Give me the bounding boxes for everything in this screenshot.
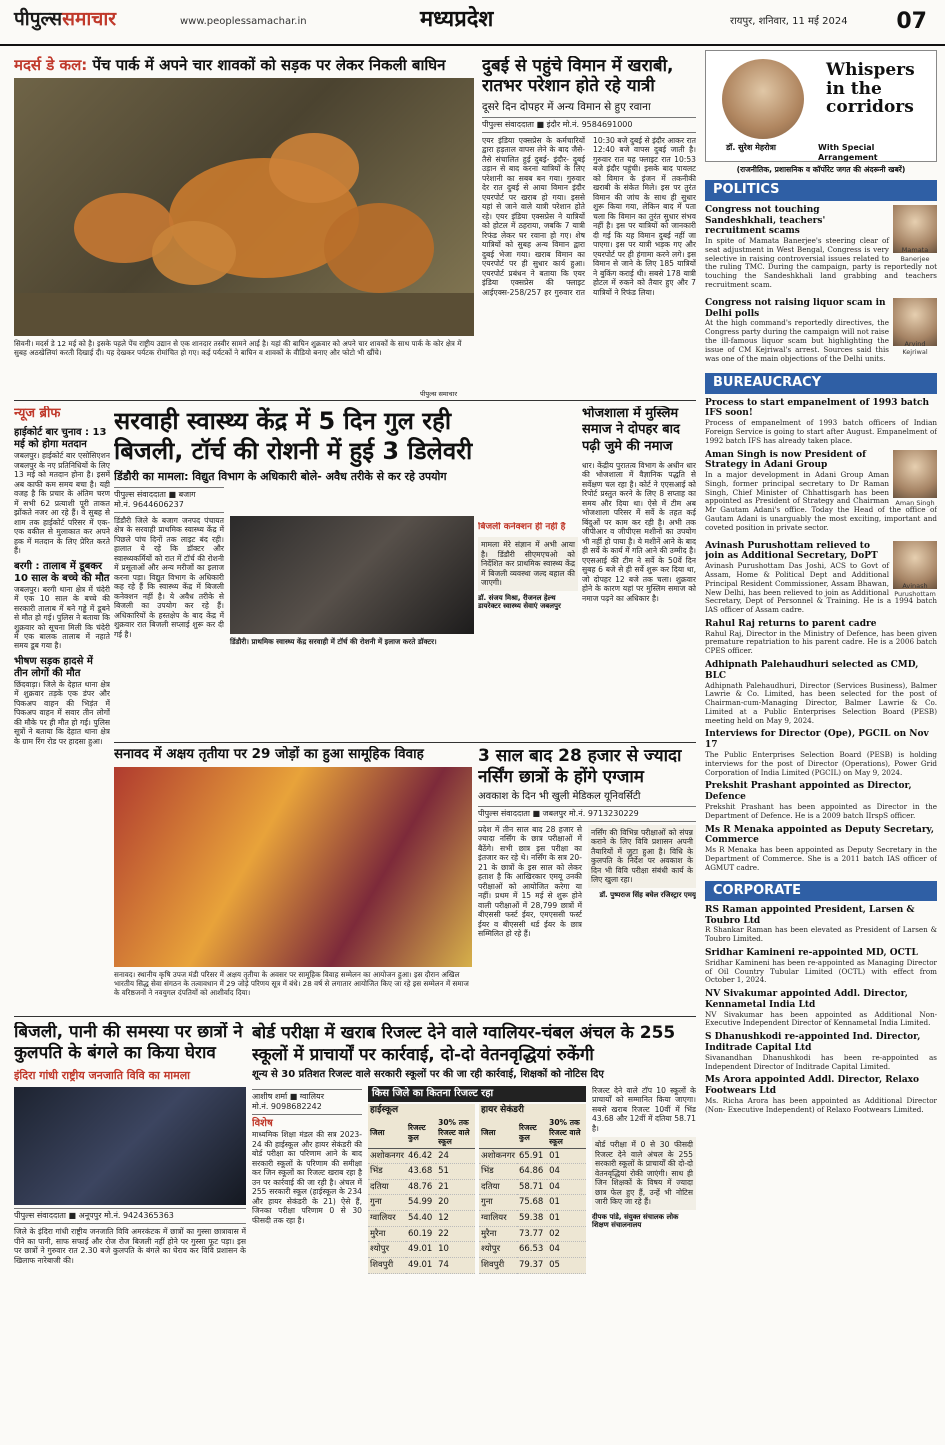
avinash-photo: Avinash Purushottam (893, 541, 937, 589)
site-url[interactable]: www.peoplessamachar.in (180, 16, 307, 27)
board-subhead: शून्य से 30 प्रतिशत रिजल्ट वाले सरकारी स्कूलों पर की जा रही कार्रवाई, शिक्षकों को नोटिस दिए (252, 1069, 604, 1081)
nursing-subhead: अवकाश के दिन भी खुली मेडिकल यूनिवर्सिटी (478, 790, 641, 802)
table-row (368, 1164, 475, 1180)
district-cell: शिवपुरी (368, 1257, 406, 1273)
politics-item (705, 298, 937, 364)
rc-body: In a major development in Adani Group Aman Singh, former principal secretary to Dr Raman Singh, Chief Minister of Chhattisgarh has been appointed as President of Strategy and Chairman Mr Gautam Adani's office. Today the Head of the office of Gautam Adani is unarguably the most exciting, important and coveted position in private sector. (705, 470, 937, 532)
result-cell: 58.71 (517, 1179, 547, 1195)
table-row (479, 1195, 586, 1211)
rc-headline: NV Sivakumar appointed Addl. Director, Kennametal India Ltd (705, 989, 908, 1010)
district-cell: भिंड (368, 1164, 406, 1180)
bhojshala-headline: भोजशाला में मुस्लिम समाज ने दोपहर बाद पढ़ी जुमे की नमाज (582, 406, 680, 454)
low-count-cell: 04 (547, 1242, 586, 1258)
district-cell: श्योपुर (368, 1242, 406, 1258)
nursing-body: प्रदेश में तीन साल बाद 28 हजार से ज्यादा नर्सिंग के छात्र परीक्षाओं में बैठेंगे। सभी छात्र इस परीक्षा का इंतजार कर रहे थे। नर्सिंग के सत्र 20-21 के छात्रों के इस साल को लेकर हताश है कि आखिरकार एमयू उनकी परीक्षाओं को आयोजित करेगा या नहीं। प्रथम में 15 मई से शुरू होने वाली परीक्षाओं में 28,799 छात्रों में बीएससी फर्स्ट ईयर, एमएससी फर्स्ट ईयर व बीएससी थर्ड ईयर के छात्र सम्मिलित हो रहे हैं। (478, 825, 582, 939)
rc-body: Rahul Raj, Director in the Ministry of Defence, has been given premature repatriation to his parent cadre. He is a 2006 batch CPES officer. (705, 628, 937, 656)
table-row (479, 1211, 586, 1227)
district-cell: अशोकनगर (479, 1148, 517, 1164)
tiger-credit: पीपुल्स समाचार (420, 390, 457, 398)
sarwahi-byline: पीपुल्स संवाददाता ■ बजाग मो.नं. 9644606237 (114, 487, 224, 513)
table-row (479, 1257, 586, 1273)
brief-headline: बरगी : तालाब में डूबकर 10 साल के बच्चे की मौत (14, 560, 110, 584)
whispers-column (705, 50, 937, 1440)
result-cell: 79.37 (517, 1257, 547, 1273)
low-count-cell: 51 (436, 1164, 475, 1180)
gherao-byline: पीपुल्स संवाददाता ■ अनूपपुर मो.नं. 9424365363 (14, 1208, 246, 1224)
kejriwal-photo: Arvind Kejriwal (893, 298, 937, 346)
vivah-photo (114, 767, 472, 967)
rc-body: Process of empanelment of 1993 batch officers of Indian Foreign Service is going to start after August. Empanelment of 1992 batch IFS has already taken place. (705, 418, 937, 445)
dubai-byline: पीपुल्स संवाददाता ■ इंदौर मो.नं. 9584691000 (482, 117, 696, 133)
divider (114, 742, 696, 743)
brief-item (14, 427, 110, 555)
bureaucracy-item (705, 660, 937, 726)
low-count-cell: 02 (547, 1226, 586, 1242)
rc-headline: Ms R Menaka appointed as Deputy Secretary, Commerce (705, 824, 935, 846)
board-headline: बोर्ड परीक्षा में खराब रिजल्ट देने वाले ग्वालियर-चंबल अंचल के 255 स्कूलों में प्राचार्यों पर कार्रवाई, दो-दो वेतनवृद्धियां रुकेंगी (252, 1023, 676, 1066)
bhojshala-body: धार। केंद्रीय पुरातत्व विभाग के अधीन धार की भोजशाला में वैज्ञानिक पद्धति से सर्वेक्षण चल रहा है। कोर्ट ने एएसआई को रिपोर्ट प्रस्तुत करने के लिए 8 सप्ताह का समय और दिया था। ऐसे में टीम अब भोजशाला परिसर में सर्वे के तहत कई बिंदुओं पर काम कर रही है। अभी तक जीपीआर व जीपीएस मशीनों का उपयोग भी नहीं हो पाया है। ये मशीनें आने के बाद ही सर्वे के कार्य में गति आने की उम्मीद है। एएसआई की टीम ने सर्वे के 50वें दिन सुबह 6 बजे से ही सर्वे शुरू कर दिया था, जो दोपहर 12 बजे तक चला। शुक्रवार होने के कारण यहां पर मुस्लिम समाज को नमाज पढ़ने का अधिकार है। (582, 460, 696, 603)
tiger-story (14, 56, 474, 390)
bureaucracy-item (705, 450, 937, 533)
rc-body: NV Sivakumar has been appointed as Additional Non-Executive Independent Director of Kennametal India Limited. (705, 1009, 937, 1028)
rc-headline: Congress not touching Sandeshkhali, teachers' recruitment scams (705, 204, 826, 237)
rc-headline: Avinash Purushottam relieved to join as Additional Secretary, DoPT (705, 540, 878, 562)
sarwahi-quote-by: डॉ. संजय मिश्रा, रीजनल हेल्थ डायरेक्टर स्वास्थ्य सेवाएं जबलपुर (478, 593, 561, 611)
table-row (368, 1195, 475, 1211)
sarwahi-body: डिंडौरी जिले के बजाग जनपद पंचायत क्षेत्र के सरवाही प्राथमिक स्वास्थ्य केंद्र में पिछले पांच दिनों तक लाइट बंद रही। हालात ये रहे कि डॉक्टर और स्वास्थ्यकर्मियों को रात में टॉर्च की रोशनी में प्रसूताओं और अन्य मरीजों का इलाज करना पड़ा। विद्युत विभाग के अधिकारी कह रहे हैं कि स्वास्थ्य केंद्र में बिजली कनेक्शन नहीं है। ये अवैध तरीके से बिजली का उपयोग कर रहे हैं। अधिकारियों के हस्तक्षेप के बाद केंद्र में शुक्रवार रात बिजली सप्लाई शुरू कर दी गई है। (114, 515, 224, 639)
rc-body: Sridhar Kamineni has been re-appointed as Managing Director of Oil Country Tubular Limited (OCTL) with effect from October 1, 2024. (705, 957, 937, 985)
rc-headline: Aman Singh is now President of Strategy in Adani Group (705, 449, 866, 471)
columnist-portrait (722, 59, 804, 139)
vivah-caption: सनावद। स्थानीय कृषि उपज मंडी परिसर में अक्षय तृतीया के अवसर पर सामूहिक विवाह सम्मेलन का आयोजन हुआ। इस दौरान अखिल भारतीय सिद्ध सेवा संगठन के तत्वावधान में 29 जोड़े परिणय सूत्र में बंधे। 28 वर्ष से लगातार आयोजित किए जा रहे इस सम्मेलन में समाज के वरिष्ठजनों ने नवयुगल दंपतियों को आशीर्वाद दिया। (114, 969, 469, 997)
whispers-banner (705, 50, 937, 162)
hss-title: हायर सेकंडरी (481, 1105, 524, 1116)
whispers-subtitle: (राजनीतिक, प्रशासनिक व कॉर्पोरेट जगत की अंदरूनी खबरें) (736, 165, 906, 174)
corporate-band: CORPORATE (705, 881, 937, 901)
rc-headline: Rahul Raj returns to parent cadre (705, 618, 877, 629)
divider (14, 1016, 696, 1017)
divider (14, 400, 696, 401)
gherao-story (14, 1022, 246, 1440)
sarwahi-box-head: बिजली कनेक्शन ही नहीं है (478, 522, 566, 532)
table-row (368, 1148, 475, 1164)
rc-body: Sivanandhan Dhanushkodi has been re-appointed as Independent Director of Inditrade Capital Limited. (705, 1052, 937, 1071)
whispers-title: Whispers in the corridors (826, 60, 915, 118)
low-count-cell: 05 (547, 1257, 586, 1273)
brief-headline: हाईकोर्ट बार चुनाव : 13 मई को होगा मतदान (14, 427, 107, 451)
district-cell: मुरैना (479, 1226, 517, 1242)
rc-body: R Shankar Raman has been elevated as President of Larsen & Toubro Limited. (705, 925, 937, 944)
low-count-cell: 21 (436, 1179, 475, 1195)
sarwahi-story (114, 406, 474, 736)
vivah-story (114, 746, 472, 1008)
low-count-cell: 20 (436, 1195, 475, 1211)
table-row (479, 1226, 586, 1242)
rc-body: Prekshit Prashant has been appointed as Director in the Department of Defence. He is a 2009 batch IIrspS officer. (705, 802, 937, 820)
brief-item (14, 561, 110, 651)
col-result: रिजल्ट कुल (406, 1117, 436, 1148)
hs-title: हाईस्कूल (370, 1105, 399, 1116)
hss-table (479, 1104, 586, 1273)
table-title: किस जिले का कितना रिजल्ट रहा (368, 1086, 586, 1103)
low-count-cell: 01 (547, 1148, 586, 1164)
table-row (479, 1148, 586, 1164)
tiger-caption: सिवनी। मदर्स डे 12 मई को है। इसके पहले पेंच राष्ट्रीय उद्यान से एक शानदार तस्वीर सामने आई है। यहां की बाघिन शुक्रवार को अपने चार शावकों के साथ पार्क के कोर क्षेत्र में सुबह अठखेलियां करती दिखाई दी। यह देखकर पर्यटक रोमांचित हो गए। कई पर्यटकों ने बाघिन व शावकों के वीडियो बनाए और फोटो भी खींचे। (14, 339, 462, 357)
col-low: 30% तक रिजल्ट वाले स्कूल (547, 1117, 586, 1148)
vivah-headline: सनावद में अक्षय तृतीया पर 29 जोड़ों का हुआ सामूहिक विवाह (114, 746, 424, 762)
dubai-story (482, 56, 696, 390)
board-body-2: रिजल्ट देने वाले टॉप 10 स्कूलों के प्राचार्यों को सम्मानित किया जाएगा। सबसे खराब रिजल्ट 10वीं में भिंड 43.68 और 12वीं में दतिया 58.71 है। (592, 1085, 696, 1133)
district-cell: भिंड (479, 1164, 517, 1180)
tiger-photo (14, 78, 474, 336)
district-cell: दतिया (368, 1179, 406, 1195)
masthead (0, 0, 945, 46)
arrangement: With Special Arrangement (818, 143, 878, 162)
sarwahi-quote: मामला मेरे संज्ञान में अभी आया है। डिंडौरी सीएमएचओ को निर्देशित कर प्राथमिक स्वास्थ्य केंद्र में बिजली व्यवस्था जल्द बहाल की जाएगी। (478, 537, 578, 590)
result-cell: 54.40 (406, 1211, 436, 1227)
nursing-story (478, 746, 696, 1008)
result-cell: 46.42 (406, 1148, 436, 1164)
district-cell: श्योपुर (479, 1242, 517, 1258)
brief-body: छिंदवाड़ा। जिले के देहात थाना क्षेत्र में शुक्रवार तड़के एक डंपर और पिकअप वाहन की भिड़ंत में पिकअप वाहन में सवार तीन लोगों की मौके पर ही मौत हो गई। पुलिस सूत्रों ने बताया कि देहात थाना क्षेत्र के ग्राम रिंग रोड पर हादसा हुआ। (14, 679, 110, 746)
bureaucracy-band: BUREAUCRACY (705, 373, 937, 393)
rc-headline: Congress not raising liquor scam in Delhi polls (705, 297, 886, 319)
hs-table (368, 1104, 475, 1273)
bureaucracy-item (705, 825, 937, 873)
result-cell: 66.53 (517, 1242, 547, 1258)
table-row (368, 1226, 475, 1242)
district-cell: ग्वालियर (368, 1211, 406, 1227)
tiger-illustration (14, 78, 474, 336)
sarwahi-photo-caption: डिंडौरी। प्राथमिक स्वास्थ्य केंद्र सरवाही में टॉर्च की रोशनी में इलाज करते डॉक्टर। (230, 636, 437, 646)
nursing-headline: 3 साल बाद 28 हजार से ज्यादा नर्सिंग छात्रों के होंगे एग्जाम (478, 746, 682, 788)
low-count-cell: 01 (547, 1211, 586, 1227)
table-row (368, 1179, 475, 1195)
board-body: माध्यमिक शिक्षा मंडल की सत्र 2023-24 की हाईस्कूल और हायर सेकंडरी की बोर्ड परीक्षा का परिणाम आने के बाद सरकारी स्कूलों के परिणाम की समीक्षा कर जिन स्कूलों का रिजल्ट खराब रहा है उन पर कार्रवाई की जा रही है। अंचल में 255 सरकारी स्कूल (हाईस्कूल के 234 और हायर सेकंडरी के 21) ऐसे हैं, जिनका परीक्षा परिणाम 0 से 30 फीसदी तक रहा है। (252, 1130, 362, 1225)
low-count-cell: 04 (547, 1179, 586, 1195)
table-row (479, 1242, 586, 1258)
rc-body: In spite of Mamata Banerjee's steering clear of seat adjustment in West Bengal, Congress is very selective in raising controversial issues related to the ruling TMC. During the campaign, party is reportedly not touching the Sandeshkhali land grabbing and teachers recruitment scam. (705, 236, 937, 290)
bhojshala-story (582, 406, 696, 736)
result-cell: 48.76 (406, 1179, 436, 1195)
result-cell: 49.01 (406, 1242, 436, 1258)
corporate-item (705, 1075, 937, 1114)
bureaucracy-item (705, 398, 937, 446)
low-count-cell: 24 (436, 1148, 475, 1164)
rc-body: Ms. Richa Arora has been appointed as Additional Director (Non- Executive Independent) of Relaxo Footwears Limited. (705, 1095, 937, 1114)
sarwahi-headline: सरवाही स्वास्थ्य केंद्र में 5 दिन गुल रही बिजली, टॉर्च की रोशनी में हुई 3 डिलेवरी (114, 407, 473, 465)
tiger-headline: मदर्स डे कल: पेंच पार्क में अपने चार शावकों को सड़क पर लेकर निकली बाघिन (14, 56, 446, 74)
board-byline: आशीष शर्मा ■ ग्वालियर मो.नं. 9098682242 (252, 1089, 362, 1115)
low-count-cell: 01 (547, 1195, 586, 1211)
rc-headline: RS Raman appointed President, Larsen & Toubro Ltd (705, 904, 915, 926)
result-cell: 73.77 (517, 1226, 547, 1242)
nursing-box: नर्सिंग की विभिन्न परीक्षाओं को संपन्न कराने के लिए विवि प्रशासन अपनी तैयारियों में जुटा हुआ है। विधि के कुलपति के निर्देश पर अवकाश के दिन भी विवि परीक्षा संबंधी कार्य के लिए खुला रहा। (588, 825, 696, 888)
bureaucracy-item (705, 541, 937, 615)
bureaucracy-item (705, 781, 937, 820)
col-district: जिला (368, 1117, 406, 1148)
corporate-item (705, 1032, 937, 1071)
corporate-item (705, 905, 937, 944)
aman-singh-photo: Aman Singh (893, 450, 937, 498)
dubai-body: एयर इंडिया एक्सप्रेस के कर्मचारियों द्वारा हड़ताल वापस लेने के बाद जैसे-तैसे संचालित हुई दुबई- इंदौर- दुबई उड़ान से बाद करना यात्रियों के लिए परेशानी का सबब बन गया। गुरुवार देर रात दुबई से आया विमान इंदौर एयरपोर्ट पर खराब हो गया। इससे यहां से जाने वाले यात्री परेशान होते रहे। एयर इंडिया एक्सप्रेस ने यात्रियों को होटल में ठहराया, जबकि 7 यात्री रिफंड लेकर घर रवाना हो गए। शेष यात्रियों को सुबह अन्य विमान द्वारा दुबई भेजा गया। खराब विमान का एयरपोर्ट पर ही सुधार कार्य हुआ। एयरपोर्ट प्रबंधन ने बताया कि एयर इंडिया एक्सप्रेस की फ्लाइट आईएक्स-258/257 हर गुरुवार रात 10:30 बजे दुबई से इंदौर आकर रात 12:40 बजे वापस दुबई जाती है। गुरुवार रात यह फ्लाइट रात 10:53 बजे इंदौर पहुंची। इसके बाद पायलट को विमान के इंजन में तकनीकी खराबी के संकेत मिले। इस पर तुरंत विमान की जांच के साथ ही सुधार शुरू किया गया, लेकिन बाद में पता चला कि विमान का तुरंत सुधार संभव नहीं है। इस पर यात्रियों को जानकारी दी गई कि यह विमान दुबई नहीं जा पाएगा। इस पर यात्री भड़क गए और एयरपोर्ट पर ही हंगामा करने लगे। इस विमान से जाने के लिए 185 यात्रियों ने बुकिंग कराई थी। सबसे 178 यात्री होटल में रुकने को तैयार हुए और 7 यात्रियों ने रिफंड लिया। (482, 135, 696, 297)
district-cell: गुना (479, 1195, 517, 1211)
district-cell: अशोकनगर (368, 1148, 406, 1164)
result-cell: 64.86 (517, 1164, 547, 1180)
dateline: रायपुर, शनिवार, 11 मई 2024 (730, 16, 848, 27)
rc-headline: S Dhanushkodi re-appointed Ind. Director, Inditrade Capital Ltd (705, 1032, 921, 1054)
mamata-photo: Mamata Banerjee (893, 205, 937, 253)
gherao-subhead: इंदिरा गांधी राष्ट्रीय जनजाति विवि का मामला (14, 1068, 191, 1082)
rc-body: At the high command's reportedly directives, the Congress party during the campaign will not raise the ill-famous liquor scam but highlighting the issue of CM Kejriwal's arrest. Sources said this was one of the main objections of the Delhi units. (705, 318, 889, 363)
board-box: बोर्ड परीक्षा में 0 से 30 फीसदी रिजल्ट देने वाले अंचल के 255 सरकारी स्कूलों के प्राचार्यों की दो-दो वेतनवृद्धियां रोकी जाएंगी। साथ ही जिन शिक्षकों के विषय में ज्यादा छात्र फेल हुए हैं, उन्हें भी नोटिस जारी किए जा रहे हैं। (592, 1137, 696, 1209)
dubai-headline: दुबई से पहुंचे विमान में खराबी, रातभर परेशान होते रहे यात्री (482, 56, 674, 97)
col-low: 30% तक रिजल्ट वाले स्कूल (436, 1117, 475, 1148)
sarwahi-sidebox (478, 522, 578, 738)
table-row (368, 1242, 475, 1258)
sarwahi-photo (230, 516, 474, 634)
brief-body: जबलपुर। हाईकोर्ट बार एसोसिएशन जबलपुर के नए प्रतिनिधियों के लिए 13 मई को मतदान होना है। इसमें अब काफी कम समय बचा है। यही वजह है कि प्रचार के अंतिम चरण में सभी 62 प्रत्याशी पूरी ताकत झोंकते नजर आ रहे हैं। वे सुबह से शाम तक हाईकोर्ट परिसर में एक-एक वकील से मुलाकात कर अपने हक में मतदान के लिए प्रेरित करते हैं। (14, 451, 110, 556)
col-district: जिला (479, 1117, 517, 1148)
politics-item (705, 205, 937, 290)
news-brief-title: न्यूज ब्रीफ (14, 406, 61, 421)
page-number: 07 (896, 9, 927, 34)
board-vishesh: विशेष (252, 1117, 273, 1129)
low-count-cell: 12 (436, 1211, 475, 1227)
corporate-item (705, 948, 937, 985)
result-cell: 54.99 (406, 1195, 436, 1211)
gherao-headline: बिजली, पानी की समस्या पर छात्रों ने कुलपति के बंगले का किया घेराव (14, 1022, 243, 1064)
bureaucracy-item (705, 619, 937, 656)
gherao-photo (14, 1087, 246, 1205)
politics-band: POLITICS (705, 180, 937, 200)
low-count-cell: 04 (547, 1164, 586, 1180)
low-count-cell: 10 (436, 1242, 475, 1258)
brief-item (14, 656, 110, 746)
logo: पीपुल्ससमाचार (14, 8, 117, 30)
district-cell: गुना (368, 1195, 406, 1211)
table-row (368, 1211, 475, 1227)
sarwahi-subhead: डिंडौरी का मामला: विद्युत विभाग के अधिकारी बोले- अवैध तरीके से कर रहे उपयोग (114, 470, 447, 483)
corporate-item (705, 989, 937, 1028)
board-story (252, 1022, 696, 1440)
nursing-quote-by: डॉ. पुष्पराज सिंह बघेल रजिस्ट्रार एमयू (599, 890, 696, 899)
results-table (368, 1086, 586, 1274)
columnist-name: डॉ. सुरेश मेहरोत्रा (726, 143, 776, 152)
rc-body: Avinash Purushottam Das Joshi, ACS to Govt of Assam, Home & Political Dept and Additional Principal Resident Commissioner, Assam Bhawan, New Delhi, has been relieved to join as Additional Secretary, Dept of Personnel & Training. He is a 1994 batch IAS officer of Assam cadre. (705, 561, 937, 615)
result-cell: 43.68 (406, 1164, 436, 1180)
district-cell: मुरैना (368, 1226, 406, 1242)
brief-headline: भीषण सड़क हादसे में तीन लोगों की मौत (14, 655, 93, 679)
low-count-cell: 22 (436, 1226, 475, 1242)
rc-headline: Process to start empanelment of 1993 batch IFS soon! (705, 397, 930, 419)
gherao-body: जिले के इंदिरा गांधी राष्ट्रीय जनजाति विवि अमरकंटक में छात्रों का गुस्सा छात्रावास में पीने का पानी, साफ सफाई और रोज रोज बिजली नहीं होने पर गुस्सा फूट पड़ा। इस पर छात्रों ने गुरुवार रात 2.30 बजे कुलपति के बंगले का घेराव कर विवि प्रशासन के खिलाफ नारेबाजी की। (14, 1227, 246, 1265)
rc-headline: Interviews for Director (Ope), PGCIL on Nov 17 (705, 729, 929, 751)
section-title: मध्यप्रदेश (420, 6, 494, 32)
col-result: रिजल्ट कुल (517, 1117, 547, 1148)
result-cell: 75.68 (517, 1195, 547, 1211)
rc-body: Adhipnath Palehaudhuri, Director (Services Business), Balmer Lawrie & Co. Limited, has been selected for the post of Chairman-cum-Managing Director, Balmer Lawrie & Co. Limited at a Public Enterprises Selection Board (PESB) meeting held on May 9, 2024. (705, 680, 937, 725)
rc-body: Ms R Menaka has been appointed as Deputy Secretary in the Department of Commerce. She is a 2011 batch IAS officer of AGMUT cadre. (705, 845, 937, 872)
table-row (479, 1164, 586, 1180)
district-cell: दतिया (479, 1179, 517, 1195)
table-row (368, 1257, 475, 1273)
rc-headline: Adhipnath Palehaudhuri selected as CMD, BLC (705, 659, 919, 681)
result-cell: 49.01 (406, 1257, 436, 1273)
brief-body: जबलपुर। बरगी थाना क्षेत्र में चंदेरी में एक 10 साल के बच्चे की सरकारी तालाब में बने गड्ढे में डूबने से मौत हो गई। पुलिस ने बताया कि शुक्रवार को सूचना मिली कि चंदेरी में एक बालक तालाब में नहाते समय डूब गया है। (14, 584, 110, 651)
district-cell: ग्वालियर (479, 1211, 517, 1227)
rc-headline: Prekshit Prashant appointed as Director, Defence (705, 781, 912, 803)
bureaucracy-item (705, 729, 937, 777)
result-cell: 59.38 (517, 1211, 547, 1227)
result-cell: 65.91 (517, 1148, 547, 1164)
result-cell: 60.19 (406, 1226, 436, 1242)
rc-headline: Sridhar Kamineni re-appointed MD, OCTL (705, 947, 918, 958)
dubai-subhead: दूसरे दिन दोपहर में अन्य विमान से हुए रवाना (482, 100, 651, 113)
board-quote-by: दीपक पांडे, संयुक्त संचालक लोक शिक्षण संचालनालय (592, 1212, 679, 1230)
rc-headline: Ms Arora appointed Addl. Director, Relaxo Footwears Ltd (705, 1075, 920, 1097)
low-count-cell: 74 (436, 1257, 475, 1273)
rc-body: The Public Enterprises Selection Board (PESB) is holding interviews for the post of Director (Operations), Power Grid Corporation of India Limited (PGCIL) on May 9, 2024. (705, 750, 937, 777)
district-cell: शिवपुरी (479, 1257, 517, 1273)
nursing-byline: पीपुल्स संवाददाता ■ जबलपुर मो.नं. 9713230229 (478, 806, 696, 822)
table-row (479, 1179, 586, 1195)
